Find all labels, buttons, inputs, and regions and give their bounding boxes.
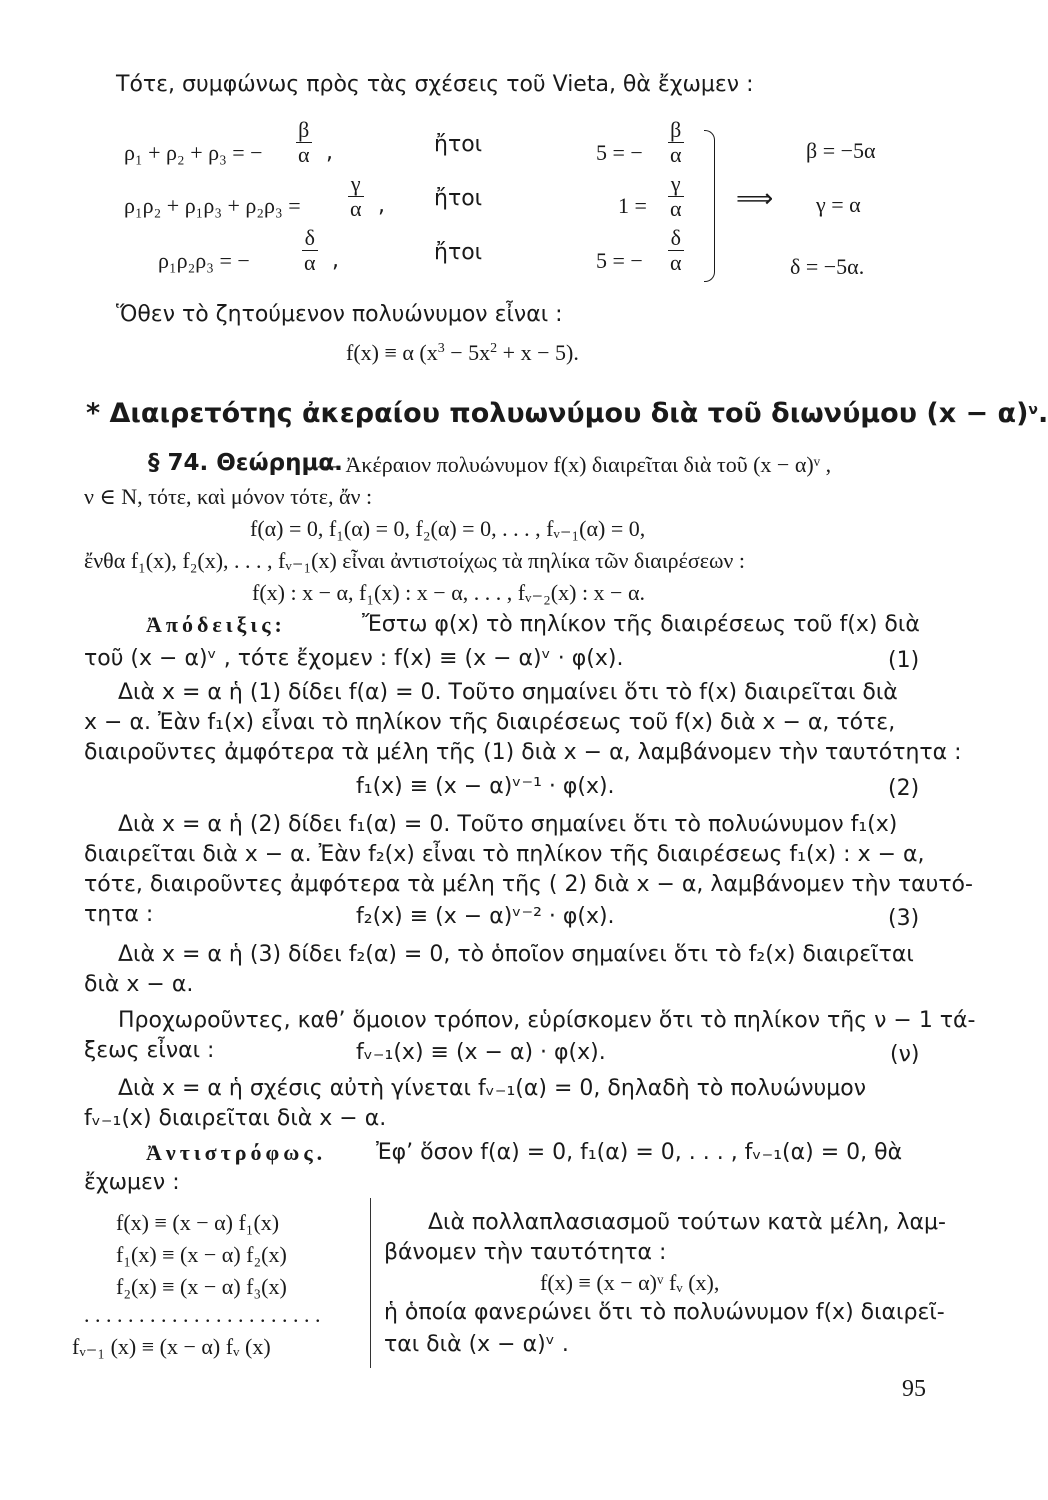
left-eq-2: f₁(x) ≡ (x − α) f₂(x) (116, 1242, 287, 1267)
exponent: 2 (490, 341, 498, 356)
result-beta: β = −5α (806, 138, 876, 163)
fraction-denominator: α (350, 196, 362, 221)
right-line-c: ἡ ὁποία φανερώνει ὅτι τὸ πολυώνυμον f(x) διαιρεῖ- (384, 1300, 945, 1325)
heading-exponent: ν (1028, 402, 1038, 418)
fraction-numerator: γ (350, 171, 361, 196)
converse-line-b: ἔχωμεν : (84, 1170, 180, 1195)
comma: , (332, 248, 339, 273)
right-brace (704, 130, 715, 282)
vieta-eq2-mid: 1 = (618, 193, 647, 218)
result-gamma: γ = α (816, 192, 861, 217)
proof-line-6b: fᵥ₋₁(x) διαιρεῖται διὰ x − α. (84, 1106, 387, 1131)
right-line-a: Διὰ πολλαπλασιασμοῦ τούτων κατὰ μέλη, λαμ- (428, 1210, 946, 1235)
vieta-eq1-mid-fraction (668, 118, 684, 167)
converse-line-a: Ἐφ’ ὅσον f(α) = 0, f₁(α) = 0, . . . , fᵥ₋₁(α) = 0, θὰ (376, 1140, 903, 1165)
proof-line-3c: τότε, διαιροῦντες ἀμφότερα τὰ μέλη τῆς ( 2) διὰ x − α, λαμβάνομεν τὴν ταυτό- (84, 872, 973, 897)
proof-line-4a: Διὰ x = α ἡ (3) δίδει f₂(α) = 0, τὸ ὁποῖον σημαίνει ὅτι τὸ f₂(x) διαιρεῖται (118, 942, 914, 967)
heading-end: . (1037, 398, 1048, 429)
fraction-denominator: α (298, 142, 310, 167)
fx-result (346, 340, 579, 366)
proof-eq-2: f₁(x) ≡ (x − α)ᵛ⁻¹ · φ(x). (356, 774, 615, 799)
proof-eq-3: f₂(x) ≡ (x − α)ᵛ⁻² · φ(x). (356, 904, 615, 929)
proof-line-2b: x − α. Ἐὰν f₁(x) εἶναι τὸ πηλίκον τῆς διαιρέσεως τοῦ f(x) διὰ x − α, τότε, (84, 710, 896, 735)
othen-line: Ὅθεν τὸ ζητούμενον πολυώνυμον εἶναι : (116, 302, 563, 327)
right-line-b: βάνομεν τὴν ταυτότητα : (384, 1240, 667, 1265)
comma: , (326, 140, 333, 165)
vieta-eq3-mid-fraction (668, 226, 684, 275)
left-eq-dots: . . . . . . . . . . . . . . . . . . . . . . (84, 1302, 321, 1327)
left-eq-last: fᵥ₋₁ (x) ≡ (x − α) fᵥ (x) (72, 1334, 271, 1359)
theorem-text-1: — Ἀκέραιον πολυώνυμον f(x) διαιρεῖται διὰ τοῦ (x − α)ᵛ , (318, 452, 832, 477)
equation-number-2: (2) (888, 776, 920, 801)
vieta-eq3-mid: 5 = − (596, 248, 643, 273)
itoi-3: ἤτοι (434, 240, 483, 265)
comma: , (378, 193, 385, 218)
vieta-eq2-fraction (348, 172, 364, 221)
proof-eq-n: fᵥ₋₁(x) ≡ (x − α) · φ(x). (356, 1040, 606, 1065)
vieta-eq2-mid-fraction (668, 172, 684, 221)
theorem-text-3: ἔνθα f₁(x), f₂(x), . . . , fᵥ₋₁(x) εἶναι ἀντιστοίχως τὰ πηλίκα τῶν διαιρέσεων : (84, 548, 745, 573)
theorem-label: § 74. Θεώρημα. (148, 450, 343, 476)
vieta-eq1-mid: 5 = − (596, 140, 643, 165)
proof-line-6a: Διὰ x = α ἡ σχέσις αὐτὴ γίνεται fᵥ₋₁(α) = 0, δηλαδὴ τὸ πολυώνυμον (118, 1076, 867, 1101)
fraction-numerator: δ (304, 225, 315, 250)
section-heading (86, 398, 1048, 430)
theorem-conditions: f(α) = 0, f₁(α) = 0, f₂(α) = 0, . . . , fᵥ₋₁(α) = 0, (250, 516, 646, 541)
proof-line-2a: Διὰ x = α ἡ (1) δίδει f(α) = 0. Τοῦτο σημαίνει ὅτι τὸ f(x) διαιρεῖται διὰ (118, 680, 898, 705)
fraction-numerator: β (670, 117, 682, 142)
equation-number-3: (3) (888, 906, 920, 931)
itoi-2: ἤτοι (434, 186, 483, 211)
itoi-1: ἤτοι (434, 132, 483, 157)
proof-line-5b: ξεως εἶναι : (84, 1038, 215, 1063)
fraction-denominator: α (670, 196, 682, 221)
vieta-eq1-left: ρ₁ + ρ₂ + ρ₃ = − (124, 140, 263, 165)
fx-part1: f(x) ≡ α (x (346, 340, 438, 365)
converse-label: Ἀντιστρόφως. (146, 1140, 327, 1165)
vieta-eq2-left: ρ₁ρ₂ + ρ₁ρ₃ + ρ₂ρ₃ = (124, 193, 301, 218)
vieta-eq3-fraction (302, 226, 318, 275)
theorem-divisions: f(x) : x − α, f₁(x) : x − α, . . . , fᵥ₋₂(x) : x − α. (252, 580, 645, 605)
implies-arrow: ⟹ (736, 184, 774, 214)
proof-line-1b: τοῦ (x − α)ᵛ , τότε ἔχομεν : f(x) ≡ (x − α)ᵛ · φ(x). (84, 646, 624, 671)
fraction-denominator: α (670, 250, 682, 275)
proof-label: Ἀπόδειξις: (146, 612, 286, 637)
column-divider (370, 1198, 371, 1368)
proof-line-3b: διαιρεῖται διὰ x − α. Ἐὰν f₂(x) εἶναι τὸ πηλίκον τῆς διαιρέσεως f₁(x) : x − α, (84, 842, 925, 867)
proof-line-2c: διαιροῦντες ἀμφότερα τὰ μέλη τῆς (1) διὰ x − α, λαμβάνομεν τὴν ταυτότητα : (84, 740, 962, 765)
fx-part3: + x − 5). (497, 340, 579, 365)
heading-text: * Διαιρετότης ἀκεραίου πολυωνύμου διὰ τοῦ διωνύμου (x − α) (86, 398, 1029, 429)
intro-line: Τότε, συμφώνως πρὸς τὰς σχέσεις τοῦ Vieta, θὰ ἔχωμεν : (116, 72, 754, 97)
left-eq-1: f(x) ≡ (x − α) f₁(x) (116, 1210, 280, 1235)
fraction-denominator: α (304, 250, 316, 275)
exponent: 3 (437, 341, 445, 356)
equation-number-1: (1) (888, 648, 920, 673)
fraction-numerator: δ (670, 225, 681, 250)
proof-line-3a: Διὰ x = α ἡ (2) δίδει f₁(α) = 0. Τοῦτο σημαίνει ὅτι τὸ πολυώνυμον f₁(x) (118, 812, 898, 837)
right-line-d: ται διὰ (x − α)ᵛ . (384, 1332, 569, 1357)
theorem-text-2: ν ∈ N, τότε, καὶ μόνον τότε, ἄν : (84, 484, 373, 509)
proof-line-3d: τητα : (84, 902, 154, 927)
left-eq-3: f₂(x) ≡ (x − α) f₃(x) (116, 1274, 287, 1299)
equation-number-n: (ν) (890, 1042, 920, 1067)
proof-line-5a: Προχωροῦντες, καθ’ ὅμοιον τρόπον, εὑρίσκομεν ὅτι τὸ πηλίκον τῆς ν − 1 τά- (118, 1008, 976, 1033)
vieta-eq1-fraction (296, 118, 312, 167)
proof-line-1a: Ἔστω φ(x) τὸ πηλίκον τῆς διαιρέσεως τοῦ f(x) διὰ (362, 612, 920, 637)
right-eq: f(x) ≡ (x − α)ᵛ fᵥ (x), (540, 1270, 720, 1295)
fraction-denominator: α (670, 142, 682, 167)
fraction-numerator: β (298, 117, 310, 142)
result-delta: δ = −5α. (790, 254, 865, 279)
fx-part2: − 5x (444, 340, 491, 365)
page-number: 95 (902, 1376, 926, 1402)
fraction-numerator: γ (670, 171, 681, 196)
vieta-eq3-left: ρ₁ρ₂ρ₃ = − (158, 248, 250, 273)
proof-line-4b: διὰ x − α. (84, 972, 194, 997)
